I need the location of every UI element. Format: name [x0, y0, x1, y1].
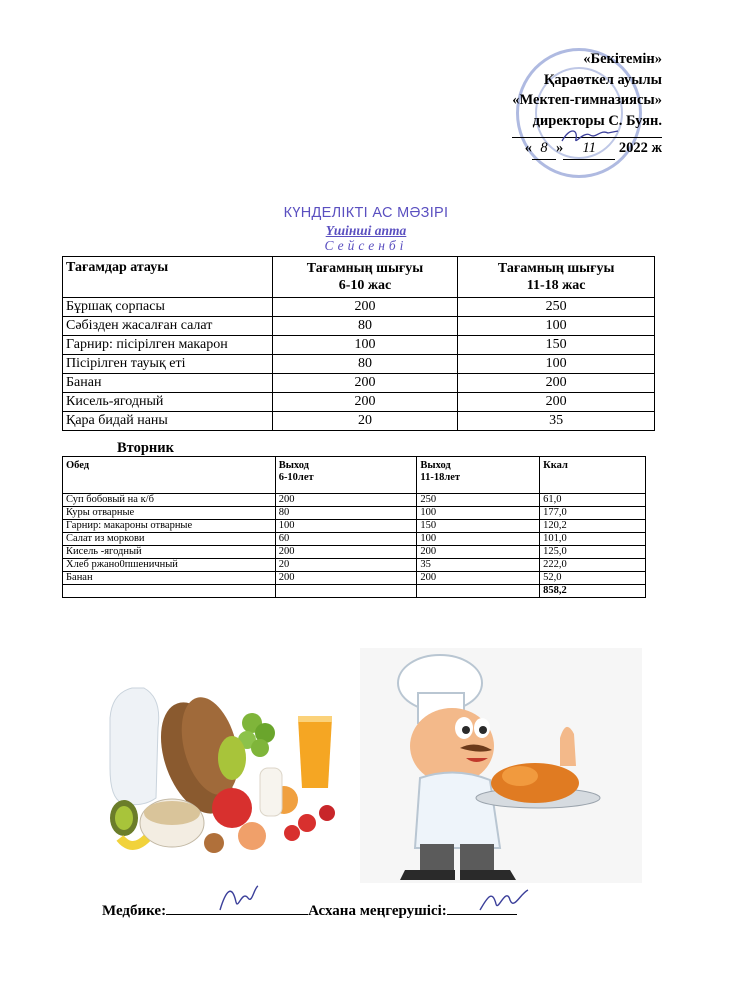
table-row: Пісірілген тауық еті 80 100 [63, 355, 655, 374]
chef-illustration [360, 648, 642, 883]
date-day: 8 [532, 138, 556, 160]
header-kcal: Ккал [540, 457, 646, 494]
healthy-food-illustration [102, 648, 354, 883]
menu-table-ru [62, 456, 646, 598]
table-row: Кисель-ягодный 200 200 [63, 393, 655, 412]
table-row: Гарнир: пісірілген макарон 100 150 [63, 336, 655, 355]
header-portion-11-18: Тағамның шығуы 11-18 жас [458, 257, 655, 298]
approval-line-4: директоры С. Буян. [532, 112, 662, 129]
table-row: Қара бидай наны 20 35 [63, 412, 655, 431]
table-total-row [63, 585, 646, 598]
header-portion-6-10: Тағамның шығуы 6-10 жас [272, 257, 458, 298]
header-lunch: Обед [63, 457, 276, 494]
menu-title: КҮНДЕЛІКТІ АС МӘЗІРІ [283, 205, 449, 221]
director-signature [560, 125, 620, 147]
table-header-row [63, 457, 646, 494]
table-row: Гарнир: макароны отварные 100 150 120,2 [63, 520, 646, 533]
table-row: Сәбізден жасалған салат 80 100 [63, 317, 655, 336]
signatures-footer [102, 900, 517, 920]
day-label: Сейсенбі [324, 238, 408, 253]
date-month: 11 [563, 138, 615, 160]
date-year: 2022 ж [618, 140, 662, 156]
table-row: Суп бобовый на к/б 200 250 61,0 [63, 494, 646, 507]
table-row: Кисель -ягодный 200 200 125,0 [63, 546, 646, 559]
head-cook-signature [476, 880, 532, 920]
approval-date: « 8 » 11 2022 ж [512, 138, 662, 160]
table-row: Бұршақ сорпасы 200 250 [63, 298, 655, 317]
table-row: Куры отварные 80 100 177,0 [63, 507, 646, 520]
week-label: Үшінші апта [325, 223, 407, 238]
approval-line-2: Қараөткел ауылы [543, 71, 662, 88]
approval-line-3: «Мектеп-гимназиясы» [512, 92, 662, 108]
header-output-6-10: Выход 6-10лет [275, 457, 417, 494]
table-row: Банан 200 200 52,0 [63, 572, 646, 585]
total-kcal: 858,2 [540, 585, 646, 598]
header-dish: Тағамдар атауы [63, 257, 273, 298]
approval-line-1: «Бекітемін» [583, 51, 662, 67]
head-cook-label: Асхана меңгерушісі: [308, 903, 447, 919]
header-output-11-18: Выход 11-18лет [417, 457, 540, 494]
table-row: Хлеб ржано0пшеничный 20 35 222,0 [63, 559, 646, 572]
menu-table-kz [62, 256, 655, 431]
table-header-row [63, 257, 655, 298]
nurse-signature [214, 880, 262, 920]
table-row: Салат из моркови 60 100 101,0 [63, 533, 646, 546]
table-row: Банан 200 200 [63, 374, 655, 393]
second-day-label: Вторник [117, 440, 174, 456]
nurse-label: Медбике: [102, 903, 167, 919]
